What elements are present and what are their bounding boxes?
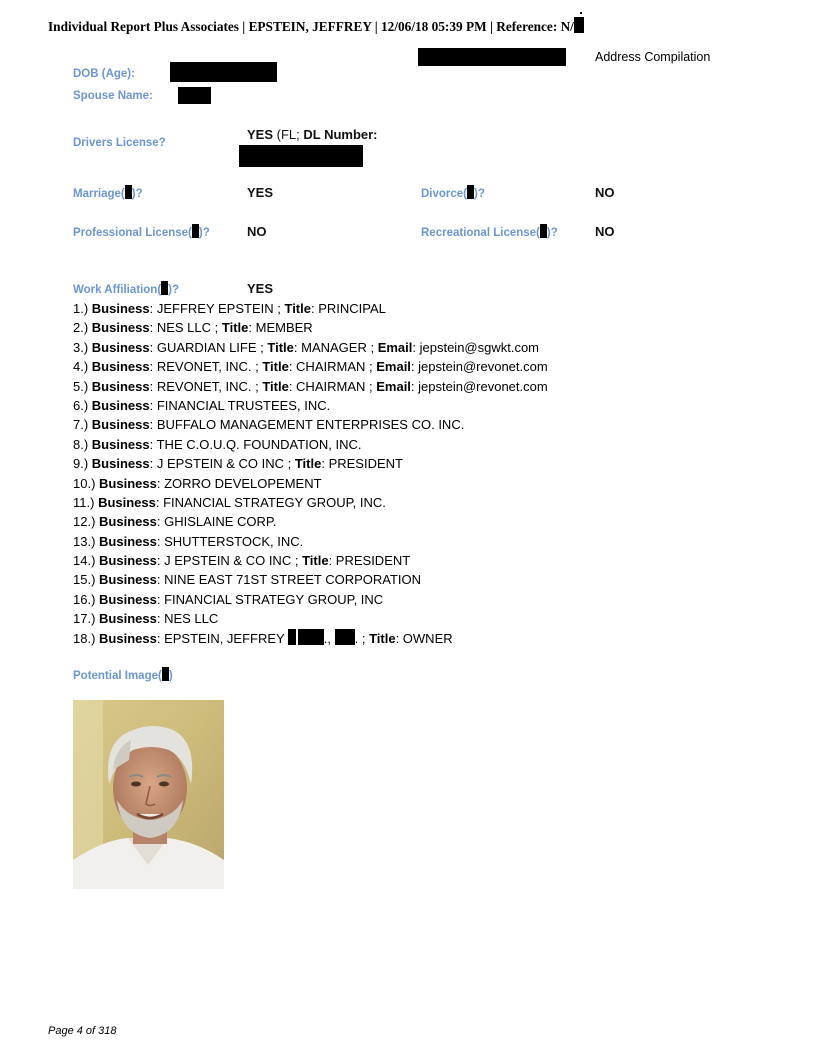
title-value: MANAGER [301, 339, 367, 355]
work-affiliation-item: 4.) Business: REVONET, INC. ; Title: CHAIRMAN ; Email: jepstein@revonet.com [73, 359, 548, 375]
business-label: Business [98, 494, 156, 510]
business-label: Business [91, 397, 150, 413]
business-name: JEFFREY EPSTEIN [156, 301, 274, 316]
recreational-license-value-text: NO [595, 224, 615, 239]
recreational-license-label-end: )? [546, 227, 558, 239]
business-label: Business [91, 456, 150, 472]
item-number: 15.) [73, 572, 96, 588]
report-header-text: Individual Report Plus Associates | EPSTEIN, JEFFREY | 12/06/18 05:39 PM | Reference: N/ [48, 19, 574, 34]
business-label: Business [91, 359, 150, 375]
professional-license-label-end: )? [198, 227, 210, 239]
business-name: FINANCIAL STRATEGY GROUP, INC. [163, 494, 386, 510]
marriage-label-end: )? [131, 188, 143, 200]
address-compilation: Address Compilation [595, 50, 711, 64]
business-label: Business [91, 436, 150, 452]
title-label: Title [369, 631, 396, 646]
business-label: Business [99, 553, 157, 569]
business-label: Business [91, 339, 150, 355]
title-value: PRESIDENT [335, 553, 411, 569]
item-number: 1.) [73, 301, 89, 316]
drivers-license-label: Drivers License? [73, 137, 166, 149]
redaction-block [418, 48, 566, 66]
business-name: THE C.O.U.Q. FOUNDATION, INC. [156, 436, 362, 452]
drivers-license-state: (FL; [273, 127, 304, 142]
recreational-license-value [595, 224, 615, 239]
redaction-block [540, 224, 547, 238]
item-number: 13.) [73, 533, 96, 549]
professional-license-label-text: Professional License( [73, 227, 192, 239]
item-number: 11.) [73, 494, 95, 510]
dob-label: DOB (Age): [73, 68, 135, 80]
divorce-label-end: )? [474, 188, 485, 200]
work-affiliation-item: 9.) Business: J EPSTEIN & CO INC ; Title: PRESIDENT [73, 456, 403, 472]
redaction-block [178, 87, 211, 104]
email-value: jepstein@revonet.com [418, 359, 548, 375]
separator: . [354, 631, 359, 646]
divorce-label-text: Divorce( [421, 188, 468, 200]
business-label: Business [99, 514, 157, 530]
redaction-block [298, 629, 324, 645]
redaction-block [170, 62, 277, 82]
item-number: 8.) [73, 436, 89, 452]
redaction-block [574, 17, 584, 33]
item-number: 3.) [73, 339, 89, 355]
business-name: GHISLAINE CORP. [164, 514, 277, 530]
redaction-block [335, 629, 355, 645]
email-value: jepstein@revonet.com [418, 378, 548, 394]
work-affiliation-value-text: YES [247, 281, 274, 296]
work-affiliation-label-text: Work Affiliation( [73, 284, 162, 296]
redaction-block [288, 629, 296, 645]
work-affiliation-item: 1.) Business: JEFFREY EPSTEIN ; Title: PRINCIPAL [73, 301, 386, 316]
title-value: PRESIDENT [328, 456, 403, 472]
professional-license-label [73, 224, 210, 239]
work-affiliation-list [73, 299, 548, 629]
business-label: Business [99, 572, 157, 588]
title-label: Title [284, 301, 311, 316]
item-number: 5.) [73, 378, 89, 394]
work-affiliation-value [247, 281, 273, 296]
item-number: 16.) [73, 591, 96, 607]
item-number: 7.) [73, 417, 89, 433]
spouse-label: Spouse Name: [73, 90, 153, 102]
title-value: OWNER [402, 631, 453, 646]
business-name: FINANCIAL STRATEGY GROUP, INC [164, 591, 384, 607]
title-value: PRINCIPAL [318, 301, 386, 316]
redaction-block [239, 145, 363, 167]
business-name: REVONET, INC. [156, 378, 252, 394]
recreational-license-label [421, 224, 558, 239]
work-affiliation-item: 14.) Business: J EPSTEIN & CO INC ; Title: PRESIDENT [73, 553, 411, 569]
business-label: Business [99, 475, 157, 491]
business-label: Business [99, 611, 157, 627]
work-affiliation-label-end: )? [168, 284, 180, 296]
work-affiliation-item: 11.) Business: FINANCIAL STRATEGY GROUP, INC. [73, 494, 386, 510]
work-affiliation-item: 7.) Business: BUFFALO MANAGEMENT ENTERPRISES CO. INC. [73, 417, 465, 433]
professional-license-value [247, 224, 267, 239]
email-label: Email [376, 378, 411, 394]
business-name: SHUTTERSTOCK, INC. [164, 533, 304, 549]
business-label: Business [99, 631, 157, 646]
item-number: 10.) [73, 475, 96, 491]
business-name: BUFFALO MANAGEMENT ENTERPRISES CO. INC. [156, 417, 465, 433]
item-number: 12.) [73, 514, 96, 530]
business-name: NINE EAST 71ST STREET CORPORATION [164, 572, 422, 588]
title-label: Title [267, 339, 294, 355]
title-label: Title [302, 553, 329, 569]
business-name: ZORRO DEVELOPEMENT [164, 475, 322, 491]
redaction-block [192, 224, 199, 238]
business-label: Business [91, 417, 150, 433]
report-header [48, 17, 768, 35]
marriage-value [247, 185, 273, 200]
item-number: 14.) [73, 553, 96, 569]
work-affiliation-item: 5.) Business: REVONET, INC. ; Title: CHAIRMAN ; Email: jepstein@revonet.com [73, 378, 548, 394]
work-affiliation-item: 15.) Business: NINE EAST 71ST STREET CORPORATION [73, 572, 422, 588]
work-affiliation-item: 12.) Business: GHISLAINE CORP. [73, 514, 277, 530]
email-label: Email [377, 339, 413, 355]
business-label: Business [99, 533, 157, 549]
redaction-block [125, 185, 132, 199]
item-number: 18.) [73, 631, 96, 646]
work-affiliation-item: 8.) Business: THE C.O.U.Q. FOUNDATION, INC. [73, 436, 362, 452]
header-dot [580, 12, 582, 14]
business-name: EPSTEIN, JEFFREY [164, 631, 285, 646]
professional-license-value-text: NO [247, 224, 267, 239]
business-name: NES LLC [156, 320, 212, 336]
work-affiliation-item: 13.) Business: SHUTTERSTOCK, INC. [73, 533, 304, 549]
potential-image-label-end: ) [168, 670, 173, 682]
redaction-block [467, 185, 474, 199]
page-number: Page 4 of 318 [48, 1025, 117, 1037]
work-affiliation-item: 16.) Business: FINANCIAL STRATEGY GROUP, INC [73, 591, 384, 607]
title-value: CHAIRMAN [296, 359, 366, 375]
separator: ., [323, 631, 331, 646]
email-label: Email [376, 359, 411, 375]
work-affiliation-item: 10.) Business: ZORRO DEVELOPEMENT [73, 475, 322, 491]
work-affiliation-item: 17.) Business: NES LLC [73, 611, 219, 627]
drivers-license-value [247, 127, 378, 142]
business-name: REVONET, INC. [156, 359, 252, 375]
business-name: NES LLC [164, 611, 219, 627]
marriage-label-text: Marriage( [73, 188, 125, 200]
email-value: jepstein@sgwkt.com [419, 339, 540, 355]
item-number: 6.) [73, 397, 89, 413]
item-number: 4.) [73, 359, 89, 375]
potential-image-label [73, 667, 173, 682]
work-affiliation-label [73, 281, 179, 296]
work-affiliation-item-18: 18.) Business: EPSTEIN, JEFFREY ., . ; Title: OWNER [73, 631, 453, 646]
potential-image-photo [73, 700, 224, 889]
divorce-label [421, 185, 485, 200]
business-label: Business [91, 320, 150, 336]
title-label: Title [262, 378, 289, 394]
business-name: GUARDIAN LIFE [156, 339, 257, 355]
item-number: 2.) [73, 320, 89, 336]
work-affiliation-item: 3.) Business: GUARDIAN LIFE ; Title: MANAGER ; Email: jepstein@sgwkt.com [73, 339, 540, 355]
title-value: CHAIRMAN [296, 378, 366, 394]
title-label: Title [294, 456, 322, 472]
marriage-label [73, 185, 143, 200]
title-label: Title [221, 320, 249, 336]
item-number: 17.) [73, 611, 96, 627]
title-value: MEMBER [255, 320, 313, 336]
work-affiliation-item: 6.) Business: FINANCIAL TRUSTEES, INC. [73, 397, 331, 413]
business-label: Business [91, 301, 150, 316]
item-number: 9.) [73, 456, 89, 472]
potential-image-label-text: Potential Image( [73, 670, 162, 682]
divorce-value [595, 185, 615, 200]
marriage-value-text: YES [247, 185, 274, 200]
business-name: J EPSTEIN & CO INC [164, 553, 292, 569]
drivers-license-yes: YES [247, 127, 274, 142]
business-label: Business [99, 591, 157, 607]
recreational-license-label-text: Recreational License( [421, 227, 540, 239]
business-name: J EPSTEIN & CO INC [156, 456, 284, 472]
title-label: Title [262, 359, 289, 375]
business-name: FINANCIAL TRUSTEES, INC. [156, 397, 331, 413]
redaction-block [162, 667, 169, 681]
business-label: Business [91, 378, 150, 394]
divorce-value-text: NO [595, 185, 615, 200]
work-affiliation-item: 2.) Business: NES LLC ; Title: MEMBER [73, 320, 313, 336]
dl-number-label: DL Number: [303, 127, 378, 142]
